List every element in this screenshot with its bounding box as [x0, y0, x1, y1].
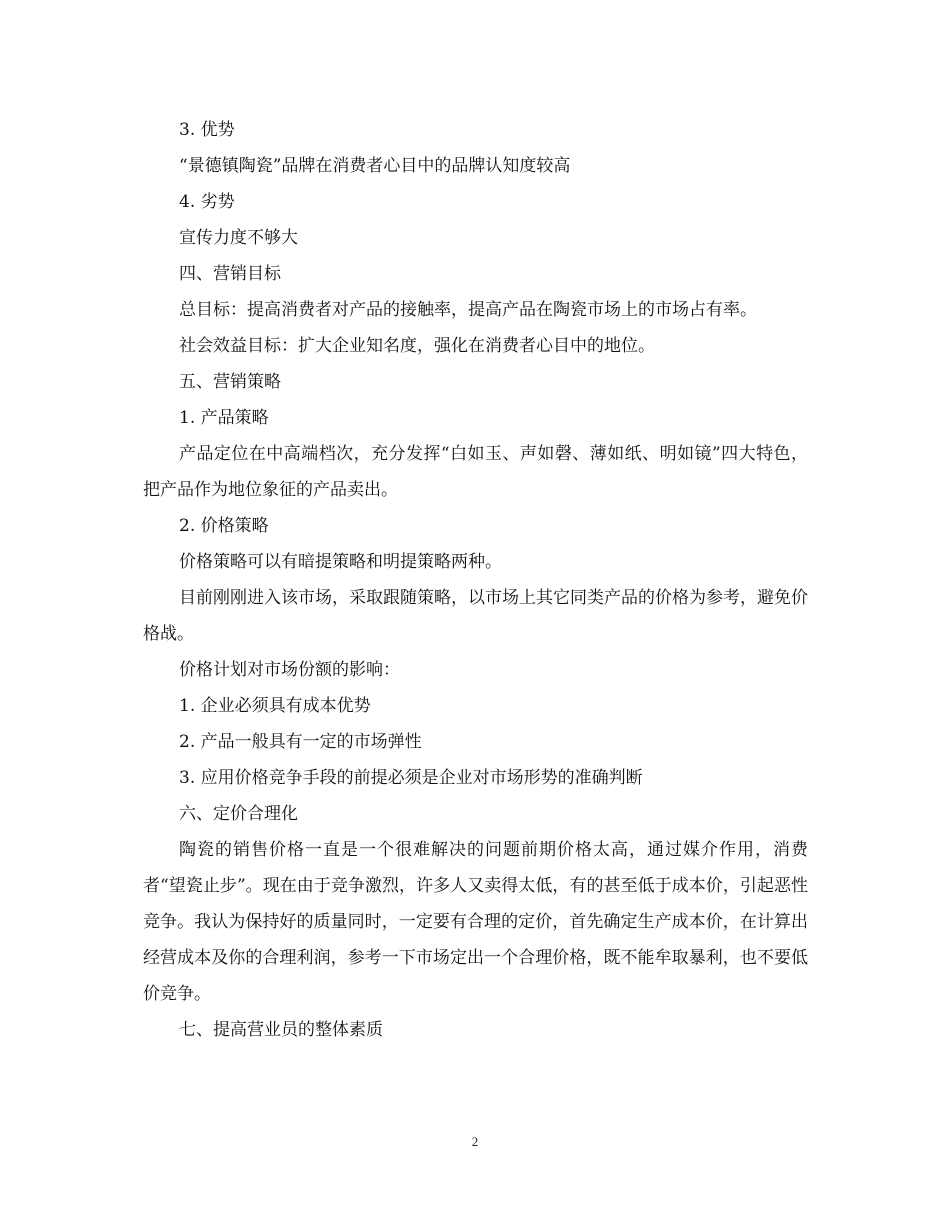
section-heading: 五、营销策略: [179, 372, 281, 392]
paragraph: 陶瓷的销售价格一直是一个很难解决的问题前期价格太高，通过媒介作用，消费者“望瓷止步”。现在由于竞争激烈，许多人又卖得太低，有的甚至低于成本价，引起恶性竞争。我认为保持好的质量同时，一定要有合理的定价，首先确定生产成本价，在计算出经营成本及你的合理利润，参考一下市场定出一个合理价格，既不能牟取暴利，也不要低价竞争。: [143, 840, 808, 1004]
section-heading: 四、营销目标: [179, 264, 281, 284]
paragraph: 1. 企业必须具有成本优势: [179, 696, 371, 716]
paragraph: 总目标：提高消费者对产品的接触率，提高产品在陶瓷市场上的市场占有率。: [179, 300, 757, 320]
page-number: 2: [471, 1134, 479, 1149]
document-body: [143, 112, 808, 1048]
section-heading: 七、提高营业员的整体素质: [179, 1020, 383, 1040]
paragraph: 3. 优势: [179, 120, 235, 140]
paragraph: 价格策略可以有暗提策略和明提策略两种。: [179, 552, 502, 572]
paragraph: 产品定位在中高端档次，充分发挥“白如玉、声如磬、薄如纸、明如镜”四大特色，把产品作为地位象征的产品卖出。: [143, 444, 808, 500]
paragraph: 4. 劣势: [179, 192, 235, 212]
paragraph: 3. 应用价格竞争手段的前提必须是企业对市场形势的准确判断: [179, 768, 643, 788]
section-heading: 六、定价合理化: [179, 804, 298, 824]
paragraph: 1. 产品策略: [179, 408, 269, 428]
paragraph: 2. 产品一般具有一定的市场弹性: [179, 732, 422, 752]
paragraph: 宣传力度不够大: [179, 228, 298, 248]
paragraph: 社会效益目标：扩大企业知名度，强化在消费者心目中的地位。: [179, 336, 655, 356]
paragraph: 目前刚刚进入该市场，采取跟随策略，以市场上其它同类产品的价格为参考，避免价格战。: [143, 588, 808, 644]
paragraph: 价格计划对市场份额的影响：: [179, 660, 400, 680]
paragraph: “景德镇陶瓷”品牌在消费者心目中的品牌认知度较高: [179, 156, 571, 176]
paragraph: 2. 价格策略: [179, 516, 269, 536]
